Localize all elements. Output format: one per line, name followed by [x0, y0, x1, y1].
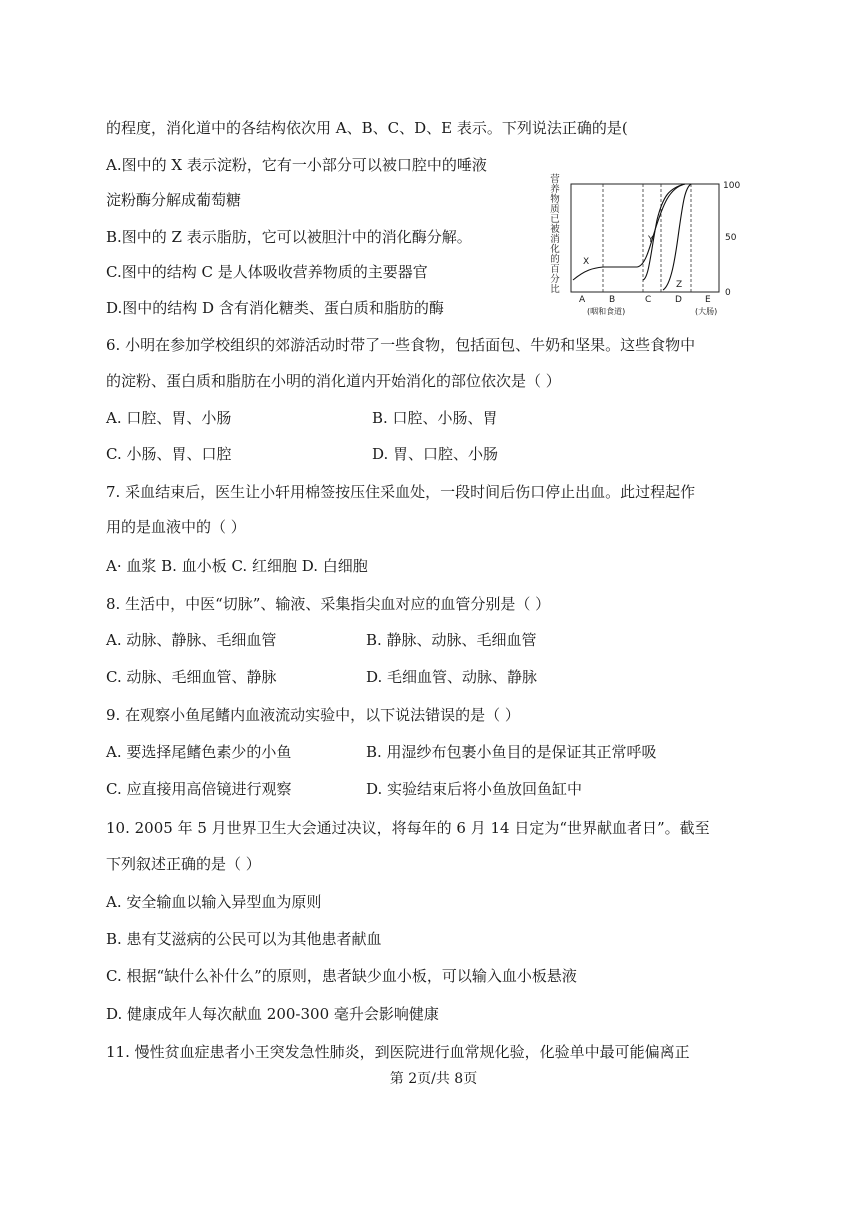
curve-label-x: X: [583, 257, 590, 267]
q7-stem-line1: 7. 采血结束后，医生让小轩用棉签按压住采血处，一段时间后伤口停止出血。此过程起作: [106, 483, 696, 501]
q10-stem-line2: 下列叙述正确的是（ ）: [106, 855, 261, 873]
ylabel-char: 已: [550, 214, 560, 225]
q6-option-b: B. 口腔、小肠、胃: [372, 409, 498, 427]
xtick-a: A: [579, 295, 586, 305]
ylabel-char: 养: [550, 184, 560, 195]
q9-stem: 9. 在观察小鱼尾鳍内血液流动实验中，以下说法错误的是（ ）: [106, 706, 520, 724]
q11-stem-line1: 11. 慢性贫血症患者小王突发急性肺炎，到医院进行血常规化验，化验单中最可能偏离正: [106, 1043, 690, 1061]
ytick-0: 0: [725, 288, 731, 298]
graph-ylabel: [550, 173, 560, 295]
q10-option-d: D. 健康成年人每次献血 200-300 毫升会影响健康: [106, 1005, 439, 1023]
q8-option-d: D. 毛细血管、动脉、静脉: [366, 668, 538, 686]
q5-option-b: B.图中的 Z 表示脂肪，它可以被胆汁中的消化酶分解。: [106, 228, 472, 246]
ylabel-char: 分: [550, 274, 560, 285]
ytick-100: 100: [723, 181, 741, 191]
q6-option-d: D. 胃、口腔、小肠: [372, 445, 499, 463]
ylabel-char: 百: [550, 264, 560, 275]
q9-option-c: C. 应直接用高倍镜进行观察: [106, 780, 292, 798]
xnote-right: (大肠): [695, 307, 718, 316]
xnote-left: (咽和食道): [587, 307, 626, 316]
curve-z: [663, 184, 691, 290]
q10-option-c: C. 根据“缺什么补什么”的原则，患者缺少血小板，可以输入血小板悬液: [106, 967, 577, 985]
curve-x: [573, 184, 685, 280]
xtick-c: C: [645, 295, 652, 305]
curve-label-y: Y: [648, 235, 654, 245]
ylabel-char: 质: [550, 204, 560, 215]
q5-option-a-line1: A.图中的 X 表示淀粉，它有一小部分可以被口腔中的唾液: [106, 156, 487, 174]
q7-options: A· 血浆 B. 血小板 C. 红细胞 D. 白细胞: [106, 557, 368, 575]
graph-frame: [571, 184, 719, 292]
q6-stem-line1: 6. 小明在参加学校组织的郊游活动时带了一些食物，包括面包、牛奶和坚果。这些食物中: [106, 336, 696, 354]
q5-option-d: D.图中的结构 D 含有消化糖类、蛋白质和脂肪的酶: [106, 299, 444, 317]
q6-stem-line2: 的淀粉、蛋白质和脂肪在小明的消化道内开始消化的部位依次是（ ）: [106, 372, 561, 390]
ylabel-char: 物: [550, 194, 560, 205]
digestion-graph: [545, 170, 745, 320]
ylabel-char: 化: [550, 244, 560, 255]
svg-text:营养物质已被消化的百分比: [550, 173, 560, 295]
q5-stem-tail: 的程度，消化道中的各结构依次用 A、B、C、D、E 表示。下列说法正确的是(: [106, 119, 628, 137]
q10-stem-line1: 10. 2005 年 5 月世界卫生大会通过决议，将每年的 6 月 14 日定为“世界献血者日”。截至: [106, 819, 710, 837]
q5-option-c: C.图中的结构 C 是人体吸收营养物质的主要器官: [106, 263, 428, 281]
q9-option-b: B. 用湿纱布包裹小鱼目的是保证其正常呼吸: [366, 743, 657, 761]
q8-option-b: B. 静脉、动脉、毛细血管: [366, 631, 537, 649]
q6-option-c: C. 小肠、胃、口腔: [106, 445, 232, 463]
ytick-50: 50: [725, 233, 737, 243]
ylabel-char: 的: [550, 254, 560, 265]
page-number: 第 2页/共 8页: [389, 1071, 478, 1087]
xtick-e: E: [705, 295, 711, 305]
q6-option-a: A. 口腔、胃、小肠: [106, 409, 232, 427]
xtick-b: B: [609, 295, 616, 305]
q7-stem-line2: 用的是血液中的（ ）: [106, 518, 246, 536]
ylabel-char: 消: [550, 234, 560, 245]
q9-option-a: A. 要选择尾鳍色素少的小鱼: [106, 743, 292, 761]
q8-option-a: A. 动脉、静脉、毛细血管: [106, 631, 277, 649]
ylabel-char: 被: [550, 224, 560, 235]
q8-stem: 8. 生活中，中医“切脉”、输液、采集指尖血对应的血管分别是（ ）: [106, 595, 551, 613]
q9-option-d: D. 实验结束后将小鱼放回鱼缸中: [366, 780, 583, 798]
xtick-d: D: [675, 295, 682, 305]
q8-option-c: C. 动脉、毛细血管、静脉: [106, 668, 277, 686]
ylabel-char: 营: [550, 174, 560, 185]
q10-option-a: A. 安全输血以输入异型血为原则: [106, 893, 322, 911]
q10-option-b: B. 患有艾滋病的公民可以为其他患者献血: [106, 930, 382, 948]
q5-option-a-line2: 淀粉酶分解成葡萄糖: [106, 191, 242, 209]
curve-label-z: Z: [676, 280, 683, 290]
ylabel-char: 比: [550, 284, 560, 295]
